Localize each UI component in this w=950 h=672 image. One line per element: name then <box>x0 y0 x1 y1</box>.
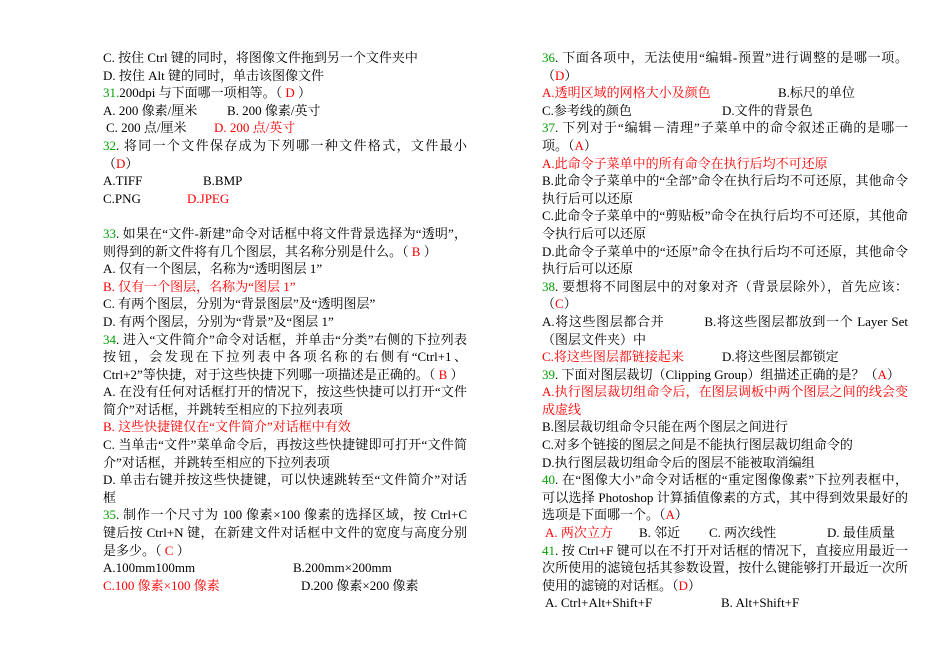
q36-options-cd: C.参考线的颜色 D.文件的背景色 <box>542 102 813 118</box>
q41-options-ab: A. Ctrl+Alt+Shift+F B. Alt+Shift+F <box>545 595 800 611</box>
q35-options-cd: C.100 像素×100 像素 D.200 像素×200 像素 <box>103 577 419 593</box>
q37-option-d: D.此命令子菜单中的“还原”命令在执行后均不可还原，其他命令执行后可以还原 <box>542 243 908 277</box>
q38-answer: C <box>555 296 564 312</box>
q33-number: 33 <box>103 225 116 241</box>
q35-stem: 35. 制作一个尺寸为 100 像素×100 像素的选择区域，按 Ctrl+C 键后按 Ctrl+N 键，在新建文件对话框中文件的宽度与高度分别是多少。（ C ） <box>103 507 467 558</box>
q31-stem: 31.200dpi 与下面哪一项相等。（ D ） <box>103 85 312 101</box>
q37-option-a: A.此命令子菜单中的所有命令在执行后均不可还原 <box>542 155 828 171</box>
q30-option-c: C. 按住 Ctrl 键的同时，将图像文件拖到另一个文件夹中 <box>103 50 418 65</box>
q35-options-ab: A.100mm100mm B.200mm×200mm <box>103 560 392 576</box>
q39-option-c: C.对多个链接的图层之间是不能执行图层裁切组命令的 <box>542 437 853 453</box>
q34-option-d: D. 单击右键并按这些快捷键，可以快速跳转至“文件简介”对话框 <box>103 472 467 505</box>
q36-answer: D <box>555 67 565 83</box>
q41-number: 41 <box>542 542 555 558</box>
q30-option-d: D. 按住 Alt 键的同时，单击该图像文件 <box>103 67 325 83</box>
q39-number: 39 <box>542 366 555 382</box>
q38-options-ab: A.将这些图层都合并 B.将这些图层都放到一个 Layer Set（图层文件夹）中 <box>542 313 908 347</box>
q31-options-cd: C. 200 点/厘米 D. 200 点/英寸 <box>106 120 296 136</box>
q39-option-d: D.执行图层裁切组命令后的图层不能被取消编组 <box>542 454 815 470</box>
q34-option-a: A. 在没有任何对话框打开的情况下，按这些快捷可以打开“文件简介”对话框，并跳转至相应的下拉列表项 <box>103 384 467 417</box>
q35-answer: C <box>161 542 177 558</box>
q34-number: 34 <box>103 331 116 347</box>
q34-stem: 34. 进入“文件简介”命令对话框，并单击“分类”右侧的下拉列表按钮，会发现在下拉列表中各项名称的右侧有“Ctrl+1、Ctrl+2”等快捷，对于这些快捷下列哪一项描述是正确的。（ B ） <box>103 331 467 382</box>
q38-stem: 38. 要想将不同图层中的对象对齐（背景层除外），首先应该：（C） <box>542 278 908 312</box>
q33-option-b: B. 仅有一个图层，名称为“图层 1” <box>103 278 296 294</box>
q37-stem: 37. 下列对于“编辑－清理”子菜单中的命令叙述正确的是哪一项。（A） <box>542 120 908 153</box>
q38-number: 38 <box>542 278 555 294</box>
q41-answer: D <box>678 577 688 593</box>
q40-answer: A <box>665 507 675 523</box>
q32-stem: 32. 将同一个文件保存成为下列哪一种文件格式，文件最小（D） <box>103 137 467 171</box>
q40-number: 40 <box>542 472 555 488</box>
q36-stem: 36. 下面各项中，无法使用“编辑-预置”进行调整的是哪一项。（D） <box>542 50 908 83</box>
q33-option-c: C. 有两个图层，分别为“背景图层”及“透明图层” <box>103 296 376 312</box>
q40-options: A. 两次立方 B. 邻近 C. 两次线性 D. 最佳质量 <box>545 525 895 541</box>
q39-stem: 39. 下面对图层裁切（Clipping Group）组描述正确的是？（A） <box>542 366 900 382</box>
q32-options-ab: A.TIFF B.BMP <box>103 173 243 189</box>
q32-answer: D <box>116 155 126 171</box>
q34-option-c: C. 当单击“文件”菜单命令后，再按这些快捷键即可打开“文件简介”对话框，并跳转至相应的下拉列表项 <box>103 437 467 470</box>
q34-option-b: B. 这些快捷键仅在“文件简介”对话框中有效 <box>103 419 351 435</box>
q31-options-ab: A. 200 像素/厘米 B. 200 像素/英寸 <box>103 102 321 118</box>
q36-options-ab: A.透明区域的网格大小及颜色 B.标尺的单位 <box>542 85 855 101</box>
q39-answer: A <box>877 366 887 382</box>
left-column <box>103 49 467 594</box>
q38-options-cd: C.将这些图层都链接起来 D.将这些图层都锁定 <box>542 349 839 365</box>
q36-number: 36 <box>542 50 555 65</box>
q39-option-a: A.执行图层裁切组命令后，在图层调板中两个图层之间的线会变成虚线 <box>542 384 908 417</box>
q35-number: 35 <box>103 507 116 523</box>
q32-number: 32 <box>103 137 116 153</box>
q34-answer: B <box>435 366 451 382</box>
q31-answer: D <box>282 85 299 101</box>
q41-stem: 41. 按 Ctrl+F 键可以在不打开对话框的情况下，直接应用最近一次所使用的滤镜包括其参数设置，按什么键能够打开最近一次所使用的滤镜的对话框。（D） <box>542 542 908 593</box>
q37-number: 37 <box>542 120 555 136</box>
q40-stem: 40. 在“图像大小”命令对话框的“重定图像像素”下拉列表框中，可以选择 Photoshop 计算插值像素的方式，其中得到效果最好的选项是下面哪一个。（A） <box>542 472 908 523</box>
q31-number: 31. <box>103 85 120 101</box>
q37-answer: A <box>574 137 584 153</box>
q32-options-cd: C.PNG D.JPEG <box>103 190 230 206</box>
q33-stem: 33. 如果在“文件-新建”命令对话框中将文件背景选择为“透明”，则得到的新文件将有几个图层，其名称分别是什么。（ B ） <box>103 225 467 259</box>
q37-option-b: B.此命令子菜单中的“全部”命令在执行后均不可还原，其他命令执行后可以还原 <box>542 173 908 206</box>
right-column <box>542 49 908 612</box>
q39-option-b: B.图层裁切组命令只能在两个图层之间进行 <box>542 419 788 435</box>
q37-option-c: C.此命令子菜单中的“剪贴板”命令在执行后均不可还原，其他命令执行后可以还原 <box>542 208 908 241</box>
q33-option-a: A. 仅有一个图层，名称为“透明图层 1” <box>103 261 323 277</box>
q33-answer: B <box>408 243 424 259</box>
q33-option-d: D. 有两个图层，分别为“背景”及“图层 1” <box>103 313 334 329</box>
